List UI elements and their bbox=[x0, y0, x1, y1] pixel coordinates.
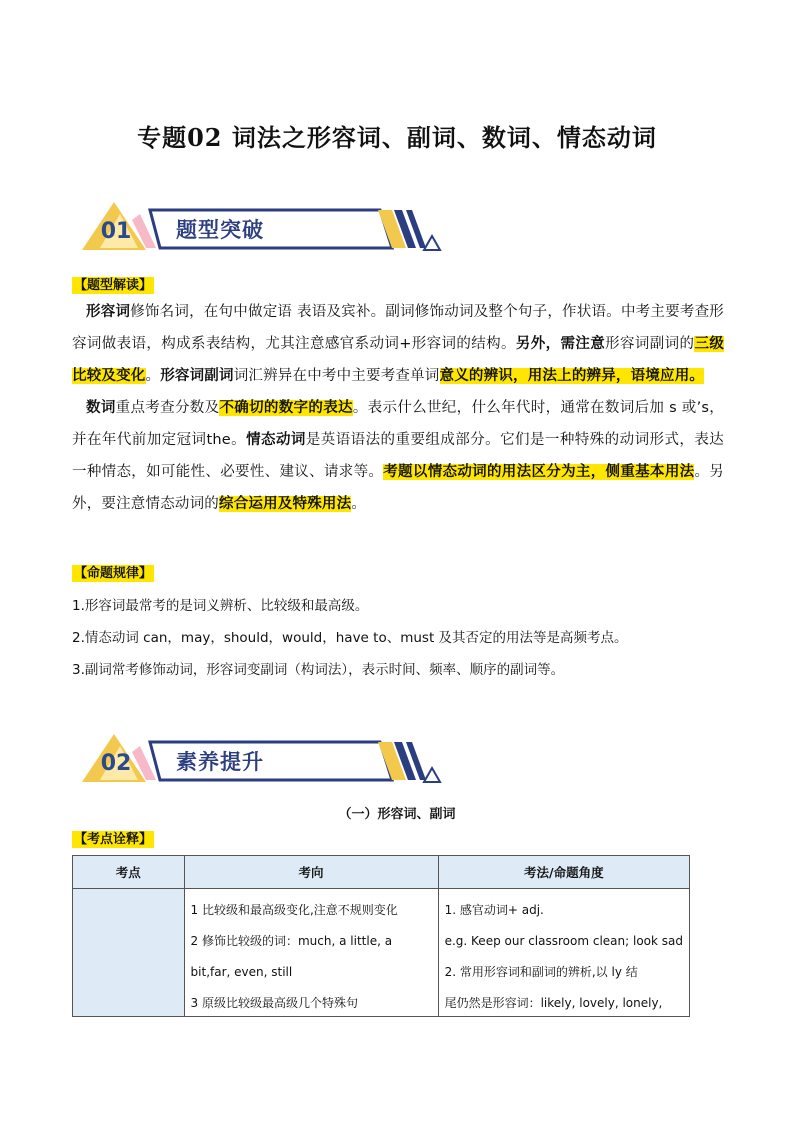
paragraph-numerals-modals: 数词重点考查分数及不确切的数字的表达。表示什么世纪，什么年代时，通常在数词后加 s 或’s，并在年代前加定冠词the。情态动词是英语语法的重要组成部分。它们是一种特殊的动词形式，表达一种情态，如可能性、必要性、建议、请求等。考题以情态动词的用法区分为主，侧重基本用法。另外，要注意情态动词的综合运用及特殊用法。 bbox=[72, 400, 724, 512]
table-header-cell: 考法/命题角度 bbox=[438, 856, 689, 889]
tag-rules: 【命题规律】 bbox=[74, 566, 153, 581]
cell-line: 1. 感官动词+ adj. bbox=[444, 903, 544, 917]
cell-line: 1 比较级和最高级变化,注意不规则变化 bbox=[190, 903, 398, 917]
table-header-row bbox=[73, 856, 690, 889]
table-row bbox=[73, 889, 690, 1017]
table-cell bbox=[73, 889, 185, 1017]
section-banner-02 bbox=[80, 732, 450, 792]
paragraph-adjectives: 形容词修饰名词，在句中做定语 表语及宾补。副词修饰动词及整个句子，作状语。中考主要考查形容词做表语，构成系表结构，尤其注意感官系动词+形容词的结构。另外，需注意形容词副词的三级比较及变化。形容词副词词汇辨异在中考中主要考查单词意义的辨识，用法上的辨异，语境应用。 bbox=[72, 304, 725, 384]
tag-interpretation: 【题型解读】 bbox=[74, 278, 153, 293]
rule-item: 1.形容词最常考的是词义辨析、比较级和最高级。 bbox=[72, 598, 369, 614]
table-header-cell: 考点 bbox=[73, 856, 185, 889]
section-label: 素养提升 bbox=[176, 750, 264, 774]
table-header-cell: 考向 bbox=[184, 856, 438, 889]
cell-line: 3 原级比较级最高级几个特殊句 bbox=[190, 996, 358, 1010]
section-label: 题型突破 bbox=[176, 218, 264, 242]
subsection-heading: （一）形容词、副词 bbox=[338, 807, 456, 822]
rule-item: 3.副词常考修饰动词，形容词变副词（构词法），表示时间、频率、顺序的副词等。 bbox=[72, 662, 565, 678]
cell-line: 2 修饰比较级的词：much, a little, a bbox=[190, 934, 393, 948]
cell-line: 尾仍然是形容词：likely, lovely, lonely, bbox=[444, 996, 663, 1010]
page-title: 专题02 词法之形容词、副词、数词、情态动词 bbox=[137, 123, 657, 152]
cell-line: 2. 常用形容词和副词的辨析,以 ly 结 bbox=[444, 965, 638, 979]
section-number: 02 bbox=[100, 751, 132, 776]
section-number: 01 bbox=[100, 219, 132, 244]
rule-item: 2.情态动词 can，may，should，would，have to、must 及其否定的用法等是高频考点。 bbox=[72, 630, 628, 646]
table-cell bbox=[184, 889, 438, 1017]
key-points-table bbox=[72, 855, 690, 1017]
tag-explanation: 【考点诠释】 bbox=[74, 832, 153, 847]
cell-line: e.g. Keep our classroom clean; look sad bbox=[444, 934, 683, 948]
section-banner-01 bbox=[80, 200, 450, 260]
cell-line: bit,far, even, still bbox=[190, 965, 293, 979]
table-cell bbox=[438, 889, 689, 1017]
